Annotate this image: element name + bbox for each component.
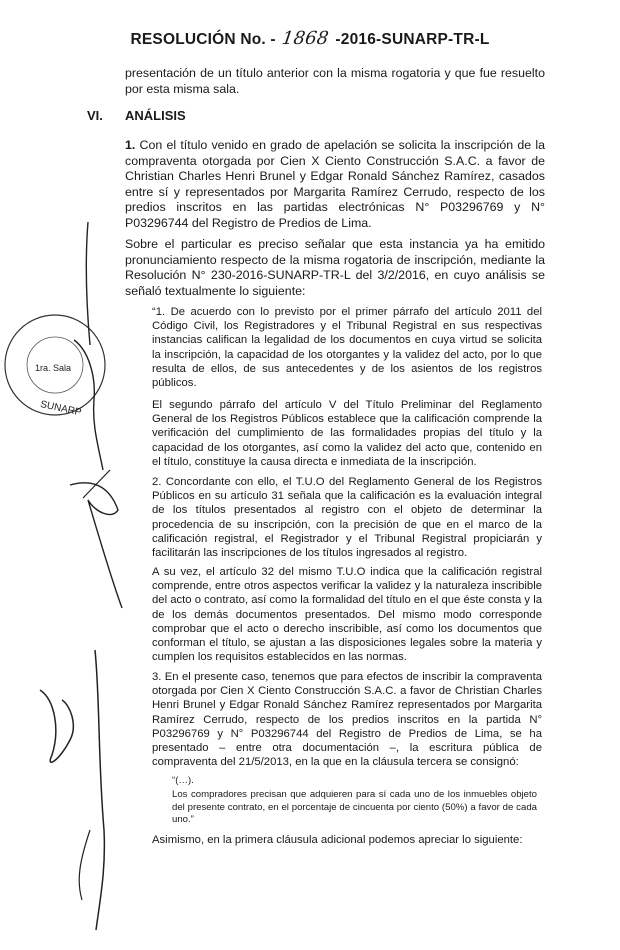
quote-paragraph-4: A su vez, el artículo 32 del mismo T.U.O indica que la calificación registral comprende, entre otros aspectos verificar la validez y la naturaleza inscribible del acto o contrato, así como la formalidad del título en el que éste consta y la de los demás documentos presentados. Del mismo modo corresponde comprobar que el acto o derecho inscribible, así como los documentos que conforman el título, se ajustan a las disposiciones legales sobre la materia y cumplen los requisitos establecidos en las normas. [152,566,542,664]
analysis-point-1 [125,138,545,231]
inner-quote-text: Los compradores precisan que adquieren para sí cada uno de los inmuebles objeto del presente contrato, en el porcentaje de cincuenta por ciento (50%) a favor de cada uno.” [172,789,537,825]
resolution-number-handwritten: 1868 [280,28,331,49]
intro-paragraph: presentación de un título anterior con la misma rogatoria y que fue resuelto por esta misma sala. [125,66,545,96]
resolution-suffix: -2016-SUNARP-TR-L [330,31,490,48]
quote-paragraph-1: “1. De acuerdo con lo previsto por el primer párrafo del artículo 2011 del Código Civil, los Registradores y el Tribunal Registral en sus respectivas instancias califican la legalidad de los documentos en cuya virtud se solicita la inscripción, la capacidad de los otorgantes y la validez del acto, por lo que resulta de ellos, de sus antecedentes y de los asientos de los registros públicos. [152,306,542,390]
resolution-prefix: RESOLUCIÓN No. - [130,31,281,48]
quote-paragraph-3: 2. Concordante con ello, el T.U.O del Reglamento General de los Registros Públicos en su artículo 31 señala que la calificación es la evaluación integral de los títulos presentados al registro con el objeto de determinar la procedencia de su inscripción, con la precisión de que en el marco de la calificación registral, el Registrador y el Tribunal Registral propiciarán y facilitarán las inscripciones de los títulos ingresados al registro. [152,476,542,560]
section-title: ANÁLISIS [125,108,186,123]
point-1-text: Con el título venido en grado de apelación se solicita la inscripción de la compraventa otorgada por Cien X Ciento Construcción S.A.C. a favor de Christian Charles Henri Brunel y Edgar Ronald Sánchez Ramírez, casados entre sí y representados por Margarita Ramírez Cerrudo, respecto de los predios inscritos en las partidas electrónicas N° P03296769 y N° P03296744 del Registro de Predios de Lima. [125,138,545,230]
inner-quote-open: “(…). [172,775,194,786]
section-number: VI. [87,108,103,123]
stamp-text-top: 1ra. Sala [35,363,72,373]
point-1-number: 1. [125,138,136,152]
quote-paragraph-6: Asimismo, en la primera cláusula adicional podemos apreciar lo siguiente: [152,834,523,846]
handwritten-signatures [0,0,150,950]
stamp-text-bottom: SUNARP [39,399,83,419]
analysis-paragraph-2: Sobre el particular es preciso señalar que esta instancia ya ha emitido pronunciamiento respecto de la misma rogatoria de inscripción, mediante la Resolución N° 230-2016-SUNARP-TR-L del 3/2/2016, en cuyo análisis se señaló textualmente lo siguiente: [125,237,545,298]
quote-paragraph-5: 3. En el presente caso, tenemos que para efectos de inscribir la compraventa otorgada por Cien X Ciento Construcción S.A.C. a favor de Christian Charles Henri Brunel y Edgar Ronald Sánchez Ramírez representados por Margarita Ramírez Cerrudo, respecto de los predios inscritos en la partida N° P03296769 y N° P03296744 del Registro de Predios de Lima, se ha presentado – entre otra documentación –, la escritura pública de compraventa del 21/5/2013, en la que en la cláusula tercera se consignó: [152,671,542,769]
quote-paragraph-2: El segundo párrafo del artículo V del Título Preliminar del Reglamento General de los Registros Públicos establece que la calificación comprende la verificación del cumplimiento de las formalidades propias del título y la capacidad de los otorgantes, así como la validez del acto que, contenido en el título, constituye la causa directa e inmediata de la inscripción. [152,399,542,468]
